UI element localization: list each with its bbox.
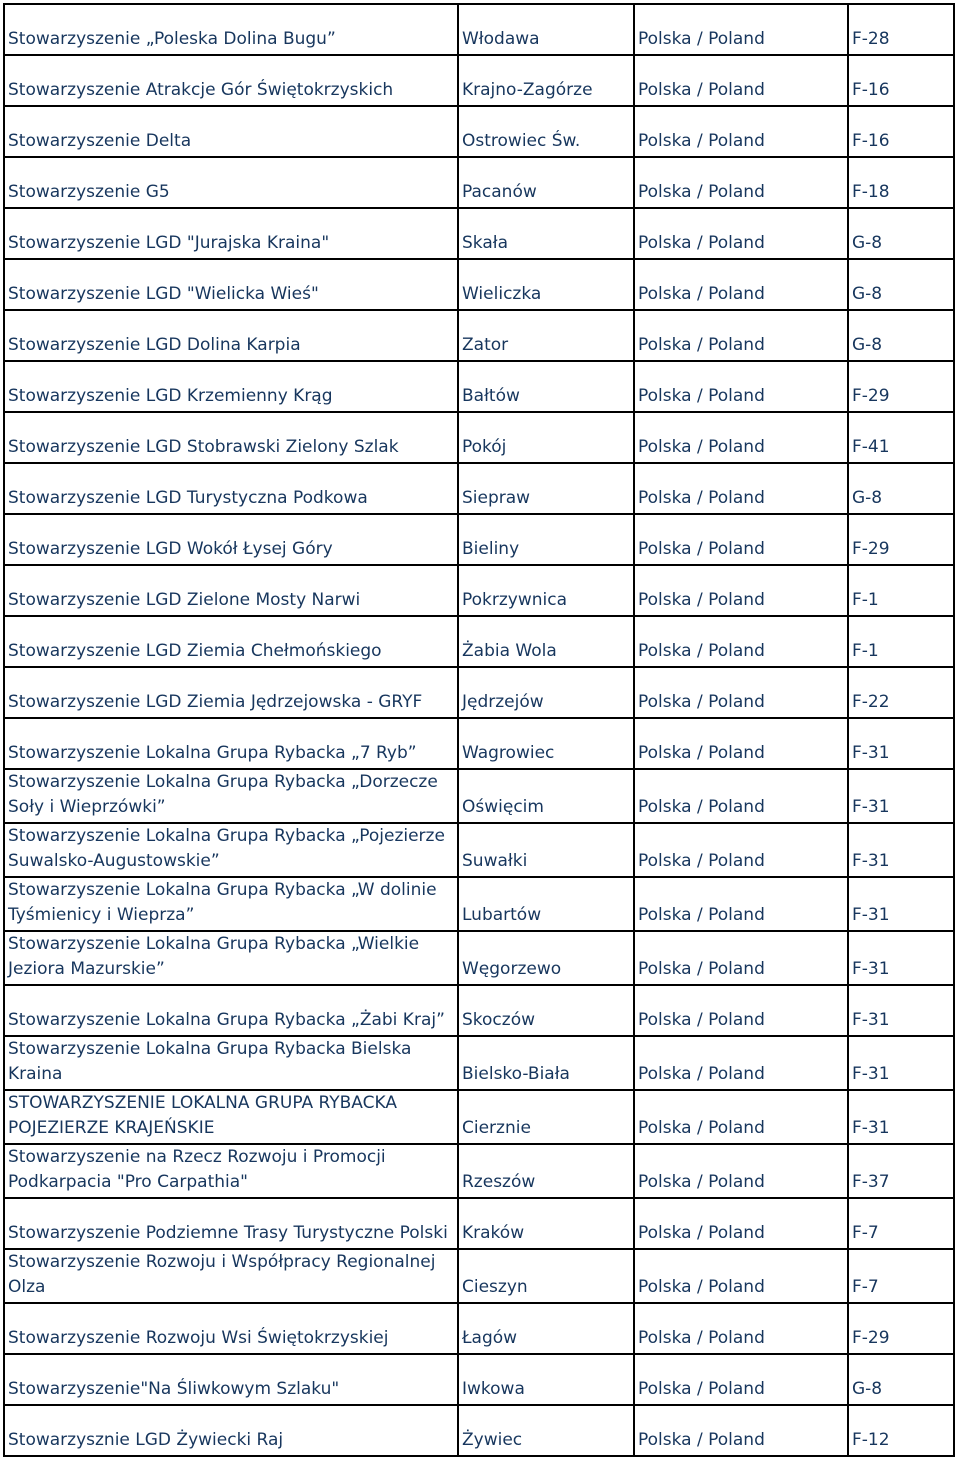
location-code-cell: F-31 (848, 931, 954, 985)
organization-name-cell: Stowarzyszenie Lokalna Grupa Rybacka „Pojezierze Suwalsko-Augustowskie” (4, 823, 458, 877)
country-cell: Polska / Poland (634, 1036, 848, 1090)
location-code-cell: F-31 (848, 1036, 954, 1090)
country-cell: Polska / Poland (634, 1405, 848, 1456)
location-code-cell: F-1 (848, 616, 954, 667)
table-row (4, 1036, 954, 1090)
location-code-cell: G-8 (848, 208, 954, 259)
table-row (4, 361, 954, 412)
location-code-cell: F-31 (848, 769, 954, 823)
country-cell: Polska / Poland (634, 208, 848, 259)
location-code-cell: F-18 (848, 157, 954, 208)
table-row (4, 616, 954, 667)
city-cell: Siepraw (458, 463, 634, 514)
country-cell: Polska / Poland (634, 1354, 848, 1405)
organization-name-cell: Stowarzyszenie LGD Krzemienny Krąg (4, 361, 458, 412)
country-cell: Polska / Poland (634, 514, 848, 565)
country-cell: Polska / Poland (634, 4, 848, 55)
table-row (4, 514, 954, 565)
organization-name-cell: Stowarzyszenie Podziemne Trasy Turystyczne Polski (4, 1198, 458, 1249)
city-cell: Pokój (458, 412, 634, 463)
location-code-cell: F-12 (848, 1405, 954, 1456)
city-cell: Pacanów (458, 157, 634, 208)
city-cell: Lubartów (458, 877, 634, 931)
location-code-cell: F-7 (848, 1249, 954, 1303)
table-row (4, 463, 954, 514)
country-cell: Polska / Poland (634, 823, 848, 877)
table-row (4, 259, 954, 310)
organization-name-cell: Stowarzyszenie Lokalna Grupa Rybacka „Żabi Kraj” (4, 985, 458, 1036)
city-cell: Węgorzewo (458, 931, 634, 985)
location-code-cell: F-31 (848, 823, 954, 877)
city-cell: Żywiec (458, 1405, 634, 1456)
city-cell: Suwałki (458, 823, 634, 877)
city-cell: Wieliczka (458, 259, 634, 310)
city-cell: Bielsko-Biała (458, 1036, 634, 1090)
table-row (4, 208, 954, 259)
location-code-cell: F-28 (848, 4, 954, 55)
country-cell: Polska / Poland (634, 667, 848, 718)
table-row (4, 769, 954, 823)
location-code-cell: F-29 (848, 1303, 954, 1354)
table-row (4, 1303, 954, 1354)
country-cell: Polska / Poland (634, 1249, 848, 1303)
location-code-cell: F-16 (848, 106, 954, 157)
location-code-cell: F-37 (848, 1144, 954, 1198)
organization-name-cell: Stowarzyszenie Delta (4, 106, 458, 157)
table-row (4, 718, 954, 769)
location-code-cell: G-8 (848, 259, 954, 310)
organization-name-cell: Stowarzyszenie LGD "Wielicka Wieś" (4, 259, 458, 310)
country-cell: Polska / Poland (634, 361, 848, 412)
table-row (4, 985, 954, 1036)
city-cell: Cieszyn (458, 1249, 634, 1303)
location-code-cell: G-8 (848, 1354, 954, 1405)
country-cell: Polska / Poland (634, 310, 848, 361)
organization-name-cell: Stowarzyszenie Rozwoju i Współpracy Regionalnej Olza (4, 1249, 458, 1303)
country-cell: Polska / Poland (634, 106, 848, 157)
city-cell: Cierznie (458, 1090, 634, 1144)
table-row (4, 1405, 954, 1456)
city-cell: Pokrzywnica (458, 565, 634, 616)
table-row (4, 1198, 954, 1249)
location-code-cell: G-8 (848, 310, 954, 361)
table-row (4, 931, 954, 985)
table-row (4, 823, 954, 877)
country-cell: Polska / Poland (634, 1144, 848, 1198)
table-row (4, 1354, 954, 1405)
city-cell: Wagrowiec (458, 718, 634, 769)
location-code-cell: G-8 (848, 463, 954, 514)
location-code-cell: F-31 (848, 1090, 954, 1144)
organization-name-cell: Stowarzyszenie LGD Turystyczna Podkowa (4, 463, 458, 514)
location-code-cell: F-29 (848, 514, 954, 565)
organization-name-cell: Stowarzyszenie G5 (4, 157, 458, 208)
organization-name-cell: Stowarzyszenie LGD Ziemia Chełmońskiego (4, 616, 458, 667)
location-code-cell: F-31 (848, 718, 954, 769)
country-cell: Polska / Poland (634, 565, 848, 616)
country-cell: Polska / Poland (634, 55, 848, 106)
table-row (4, 157, 954, 208)
country-cell: Polska / Poland (634, 616, 848, 667)
location-code-cell: F-41 (848, 412, 954, 463)
country-cell: Polska / Poland (634, 412, 848, 463)
city-cell: Rzeszów (458, 1144, 634, 1198)
table-row (4, 55, 954, 106)
location-code-cell: F-16 (848, 55, 954, 106)
organization-name-cell: Stowarzyszenie na Rzecz Rozwoju i Promocji Podkarpacia "Pro Carpathia" (4, 1144, 458, 1198)
organization-name-cell: Stowarzyszenie Lokalna Grupa Rybacka „7 Ryb” (4, 718, 458, 769)
country-cell: Polska / Poland (634, 157, 848, 208)
table-row (4, 412, 954, 463)
country-cell: Polska / Poland (634, 931, 848, 985)
organization-name-cell: Stowarzyszenie Rozwoju Wsi Świętokrzyskiej (4, 1303, 458, 1354)
organization-name-cell: Stowarzyszenie Lokalna Grupa Rybacka Bielska Kraina (4, 1036, 458, 1090)
country-cell: Polska / Poland (634, 718, 848, 769)
table-row (4, 1249, 954, 1303)
city-cell: Iwkowa (458, 1354, 634, 1405)
organization-name-cell: Stowarzyszenie LGD Dolina Karpia (4, 310, 458, 361)
city-cell: Skoczów (458, 985, 634, 1036)
organizations-table (3, 3, 955, 1457)
city-cell: Łagów (458, 1303, 634, 1354)
city-cell: Włodawa (458, 4, 634, 55)
city-cell: Ostrowiec Św. (458, 106, 634, 157)
city-cell: Bieliny (458, 514, 634, 565)
country-cell: Polska / Poland (634, 985, 848, 1036)
country-cell: Polska / Poland (634, 1303, 848, 1354)
location-code-cell: F-1 (848, 565, 954, 616)
city-cell: Krajno-Zagórze (458, 55, 634, 106)
location-code-cell: F-22 (848, 667, 954, 718)
city-cell: Kraków (458, 1198, 634, 1249)
table-row (4, 667, 954, 718)
city-cell: Zator (458, 310, 634, 361)
organization-name-cell: Stowarzyszenie"Na Śliwkowym Szlaku" (4, 1354, 458, 1405)
table-row (4, 310, 954, 361)
country-cell: Polska / Poland (634, 769, 848, 823)
country-cell: Polska / Poland (634, 259, 848, 310)
city-cell: Bałtów (458, 361, 634, 412)
organization-name-cell: Stowarzyszenie „Poleska Dolina Bugu” (4, 4, 458, 55)
city-cell: Jędrzejów (458, 667, 634, 718)
organization-name-cell: Stowarzyszenie Lokalna Grupa Rybacka „W dolinie Tyśmienicy i Wieprza” (4, 877, 458, 931)
country-cell: Polska / Poland (634, 877, 848, 931)
city-cell: Oświęcim (458, 769, 634, 823)
organization-name-cell: Stowarzyszenie LGD Wokół Łysej Góry (4, 514, 458, 565)
table-row (4, 565, 954, 616)
table-row (4, 1144, 954, 1198)
city-cell: Żabia Wola (458, 616, 634, 667)
organization-name-cell: Stowarzyszenie Lokalna Grupa Rybacka „Dorzecze Soły i Wieprzówki” (4, 769, 458, 823)
location-code-cell: F-29 (848, 361, 954, 412)
table-row (4, 877, 954, 931)
organization-name-cell: Stowarzysznie LGD Żywiecki Raj (4, 1405, 458, 1456)
table-row (4, 106, 954, 157)
organization-name-cell: Stowarzyszenie Atrakcje Gór Świętokrzyskich (4, 55, 458, 106)
city-cell: Skała (458, 208, 634, 259)
country-cell: Polska / Poland (634, 1198, 848, 1249)
organization-name-cell: Stowarzyszenie LGD "Jurajska Kraina" (4, 208, 458, 259)
organizations-table-body (4, 4, 954, 1456)
organization-name-cell: Stowarzyszenie LGD Zielone Mosty Narwi (4, 565, 458, 616)
country-cell: Polska / Poland (634, 1090, 848, 1144)
location-code-cell: F-31 (848, 985, 954, 1036)
organization-name-cell: STOWARZYSZENIE LOKALNA GRUPA RYBACKA POJEZIERZE KRAJEŃSKIE (4, 1090, 458, 1144)
location-code-cell: F-7 (848, 1198, 954, 1249)
country-cell: Polska / Poland (634, 463, 848, 514)
organization-name-cell: Stowarzyszenie LGD Ziemia Jędrzejowska - GRYF (4, 667, 458, 718)
table-row (4, 4, 954, 55)
table-row (4, 1090, 954, 1144)
organization-name-cell: Stowarzyszenie Lokalna Grupa Rybacka „Wielkie Jeziora Mazurskie” (4, 931, 458, 985)
organization-name-cell: Stowarzyszenie LGD Stobrawski Zielony Szlak (4, 412, 458, 463)
location-code-cell: F-31 (848, 877, 954, 931)
